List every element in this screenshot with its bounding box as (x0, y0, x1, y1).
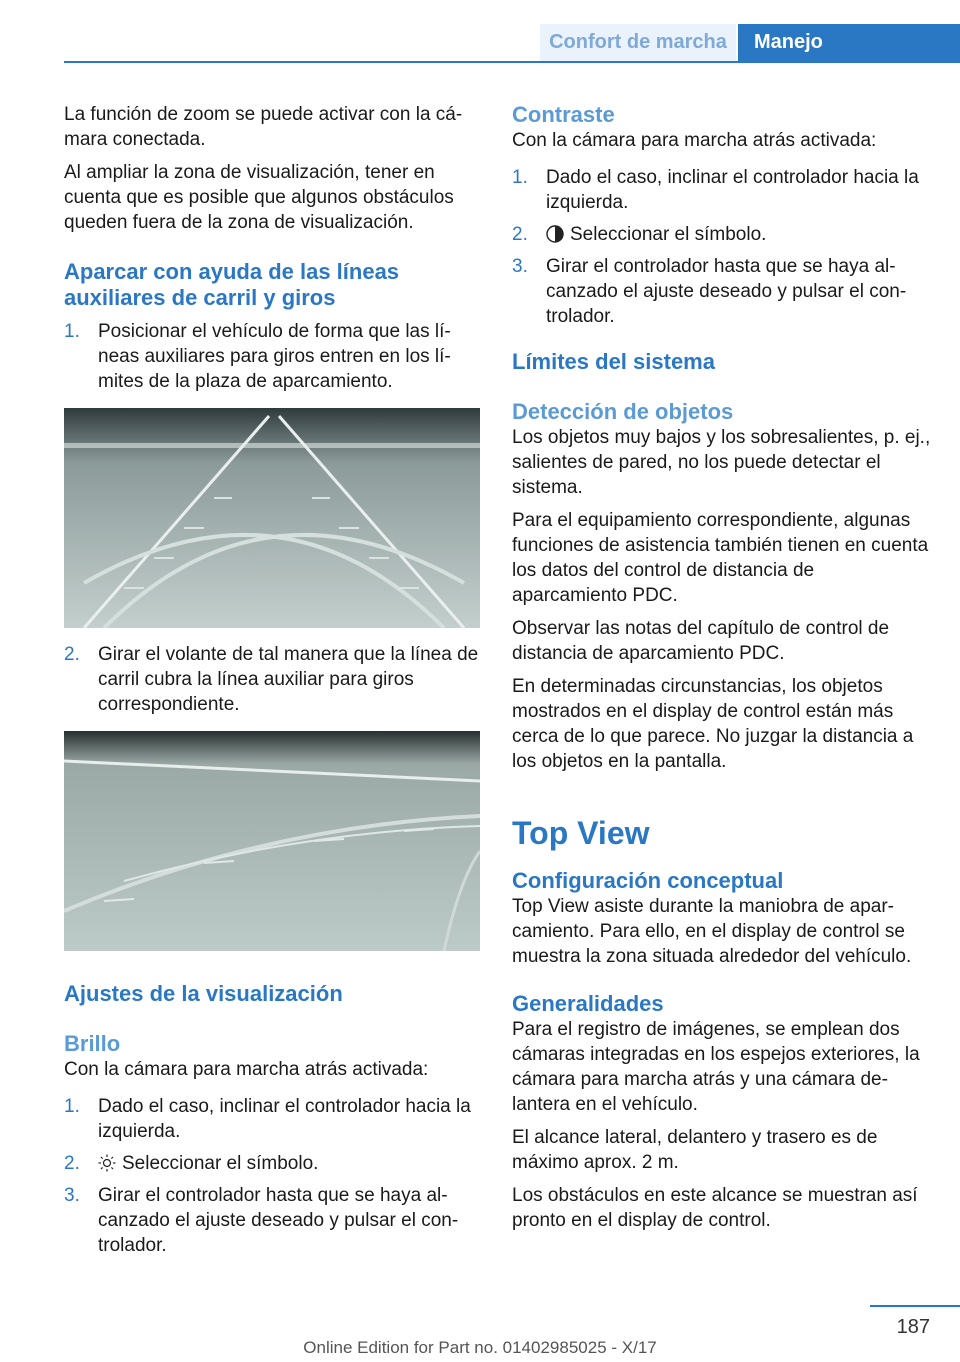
step-text: Girar el volante de tal manera que la línea de carril cubra la línea auxiliar para giros correspondiente. (98, 644, 479, 715)
heading-conceptual-configuration: Configuración conceptual (512, 868, 784, 893)
step-number: 1. (64, 1096, 80, 1117)
list-item (64, 1183, 480, 1258)
step-number: 2. (64, 1153, 80, 1174)
step-number: 2. (64, 644, 80, 665)
step-text: Seleccionar el símbolo. (122, 1153, 319, 1174)
contrast-intro: Con la cámara para marcha atrás activada: (512, 130, 877, 151)
camera-view-lane-line-image (64, 731, 480, 951)
detection-paragraph-1: Los objetos muy bajos y los sobresalientes, p. ej., salientes de pared, no los puede detectar el sistema. (512, 427, 931, 498)
header-rule (64, 61, 960, 63)
tab-confort-de-marcha[interactable]: Confort de marcha (540, 24, 736, 61)
step-number: 1. (512, 167, 528, 188)
heading-generalities: Generalidades (512, 991, 664, 1016)
list-item (64, 642, 480, 717)
page-number: 187 (896, 1316, 930, 1338)
list-item (64, 1151, 480, 1176)
step-text: Girar el controlador hasta que se haya alcanzado el ajuste deseado y pulsar el controlador. (546, 256, 907, 327)
heading-contrast: Contraste (512, 102, 615, 127)
step-number: 3. (512, 256, 528, 277)
step-number: 3. (64, 1185, 80, 1206)
heading-display-settings: Ajustes de la visualización (64, 981, 343, 1006)
step-number: 2. (512, 224, 528, 245)
contrast-icon (546, 225, 564, 243)
detection-paragraph-4: En determinadas circunstancias, los objetos mostrados en el display de control están más cerca de lo que parece. No juzgar la distancia a los objetos en la pantalla. (512, 676, 914, 772)
list-item (512, 165, 932, 215)
list-item (512, 254, 932, 329)
brightness-steps (64, 1094, 480, 1258)
list-item (64, 1094, 480, 1144)
step-text: Dado el caso, inclinar el controlador hacia la izquierda. (98, 1096, 471, 1142)
camera-view-turn-lines-image (64, 408, 480, 628)
step-text-wrap (546, 222, 932, 247)
heading-system-limits: Límites del sistema (512, 349, 715, 374)
step-number: 1. (64, 321, 80, 342)
footer-rule (870, 1305, 960, 1307)
step-text-wrap (98, 1151, 480, 1176)
parking-steps (64, 319, 480, 394)
detection-paragraph-2: Para el equipamiento correspondiente, algunas funciones de asistencia también tienen en cuenta los datos del control de distancia de aparcamiento PDC. (512, 510, 929, 606)
sun-icon (98, 1154, 116, 1172)
brightness-intro: Con la cámara para marcha atrás activada: (64, 1059, 429, 1080)
left-column (64, 102, 480, 1266)
footer-edition: Online Edition for Part no. 01402985025 - X/17 (303, 1338, 657, 1357)
detection-paragraph-3: Observar las notas del capítulo de control de distancia de aparcamiento PDC. (512, 618, 890, 664)
tab-manejo[interactable]: Manejo (738, 24, 960, 61)
step-text: Dado el caso, inclinar el controlador hacia la izquierda. (546, 167, 919, 213)
topview-paragraph: Top View asiste durante la maniobra de aparcamiento. Para ello, en el display de control se muestra la zona situada alrededor del vehículo. (512, 896, 912, 967)
heading-top-view: Top View (512, 815, 650, 851)
general-paragraph-2: El alcance lateral, delantero y trasero es de máximo aprox. 2 m. (512, 1127, 878, 1173)
contrast-steps (512, 165, 932, 329)
step-text: Posicionar el vehículo de forma que las líneas auxiliares para giros entren en los límites de la plaza de aparcamiento. (98, 321, 451, 392)
general-paragraph-1: Para el registro de imágenes, se emplean dos cámaras integradas en los espejos exteriores, la cámara para marcha atrás y una cámara delantera en el vehículo. (512, 1019, 920, 1115)
general-paragraph-3: Los obstáculos en este alcance se muestran así pronto en el display de control. (512, 1185, 918, 1231)
right-column (512, 102, 932, 1241)
list-item (512, 222, 932, 247)
heading-parking-lines: Aparcar con ayuda de las líneas auxiliares de carril y giros (64, 259, 400, 310)
list-item (64, 319, 480, 394)
heading-brightness: Brillo (64, 1031, 121, 1056)
step-text: Seleccionar el símbolo. (570, 224, 767, 245)
step-text: Girar el controlador hasta que se haya alcanzado el ajuste deseado y pulsar el controlador. (98, 1185, 459, 1256)
parking-steps-continued (64, 642, 480, 717)
heading-object-detection: Detección de objetos (512, 399, 734, 424)
zoom-warning-paragraph: Al ampliar la zona de visualización, tener en cuenta que es posible que algunos obstáculos queden fuera de la zona de visualización. (64, 162, 454, 233)
zoom-paragraph: La función de zoom se puede activar con la cámara conectada. (64, 104, 463, 150)
